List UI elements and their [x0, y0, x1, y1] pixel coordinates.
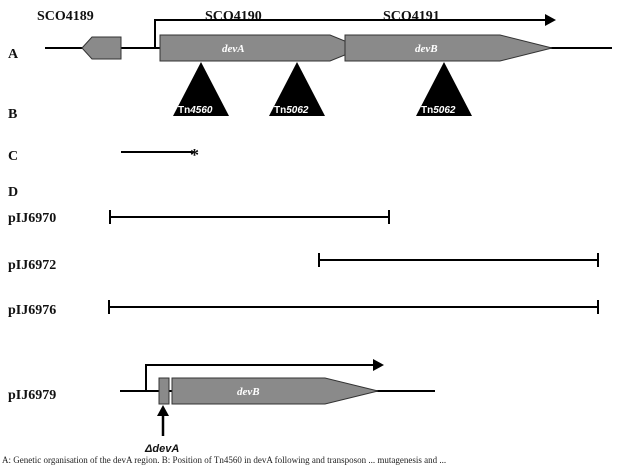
deletion-label: ΔdevA — [145, 443, 180, 455]
deletion-pointer-head — [157, 405, 169, 416]
gene-label-sco4190: SCO4190 — [205, 9, 262, 24]
gene-deva-label: devA — [222, 43, 245, 55]
pij6979-devb-label: devB — [237, 386, 260, 398]
asterisk-marker: * — [190, 145, 199, 165]
gene-devb-arrow — [345, 35, 552, 61]
plasmid-label-pij6970: pIJ6970 — [8, 211, 57, 226]
pij6979-transcript-arrowhead — [373, 359, 384, 371]
panel-label-a: A — [8, 47, 19, 62]
gene-deva-arrow — [160, 35, 362, 61]
gene-label-sco4191: SCO4191 — [383, 9, 440, 24]
tn5062-label-2: Tn5062 — [421, 105, 456, 116]
panel-label-c: C — [8, 149, 19, 164]
panel-label-d: D — [8, 185, 19, 200]
gene-label-sco4189: SCO4189 — [37, 9, 94, 24]
plasmid-label-pij6979: pIJ6979 — [8, 388, 57, 403]
transcript-arrowhead — [545, 14, 556, 26]
pij6979-devb-arrow — [172, 378, 378, 404]
panel-label-b: B — [8, 107, 18, 122]
plasmid-label-pij6972: pIJ6972 — [8, 258, 57, 273]
plasmid-label-pij6976: pIJ6976 — [8, 303, 57, 318]
gene-devb-label: devB — [415, 43, 438, 55]
figure-caption-fragment: A: Genetic organisation of the devA region. B: Position of Tn4560 in devA following and transposon ... mutagenesis and ... — [2, 455, 447, 465]
tn5062-label-1: Tn5062 — [274, 105, 309, 116]
deva-residual-block — [159, 378, 169, 404]
tn4560-label: Tn4560 — [178, 105, 213, 116]
gene-sco4189-arrow — [82, 37, 121, 59]
